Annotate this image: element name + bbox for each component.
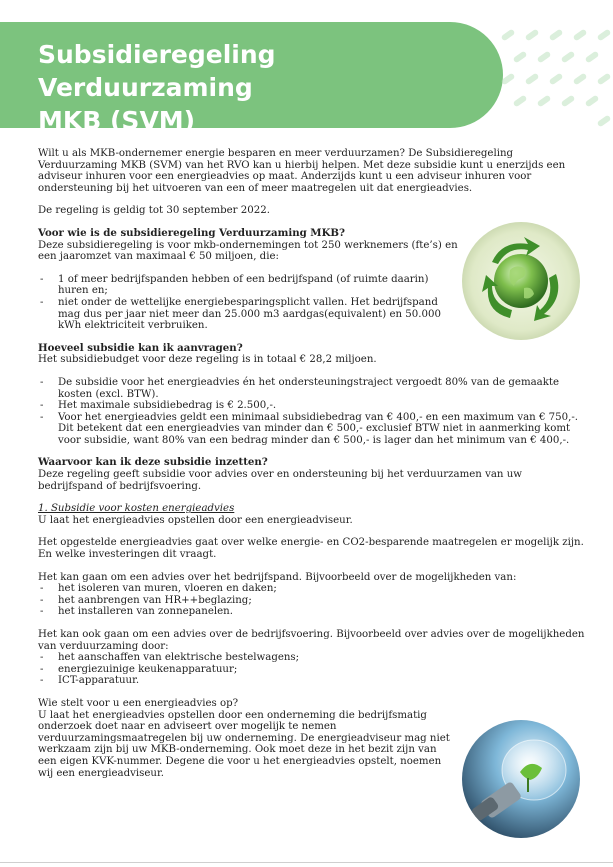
list-item: - energiezuinige keukenapparatuur; <box>38 664 588 676</box>
sub-text-energy-advice: U laat het energieadvies opstellen door een energieadviseur. <box>38 514 353 526</box>
list-amount <box>38 377 588 447</box>
list-operations <box>38 652 588 687</box>
list-building <box>38 583 588 618</box>
section-text-who: Deze subsidieregeling is voor mkb-ondernemingen tot 250 werknemers (fte’s) en een jaaromzet van maximaal € 50 miljoen, die: <box>38 239 458 263</box>
section-text-use: Deze regeling geeft subsidie voor advies over en ondersteuning bij het verduurzamen van uw bedrijfspand of bedrijfsvoering. <box>38 469 523 492</box>
paragraph: Het kan gaan om een advies over het bedrijfspand. Bijvoorbeeld over de mogelijkheden van: <box>38 571 517 583</box>
question: Wie stelt voor u een energieadvies op? <box>38 697 239 709</box>
paragraph: Het opgestelde energieadvies gaat over welke energie- en CO2-besparende maatregelen er mogelijk zijn. En welke investeringen dit vraagt. <box>38 537 584 561</box>
section-heading-amount: Hoeveel subsidie kan ik aanvragen? <box>38 341 243 354</box>
decorative-pattern <box>493 22 613 128</box>
list-item: - het isoleren van muren, vloeren en daken; <box>38 583 588 595</box>
intro-paragraph: Wilt u als MKB-ondernemer energie besparen en meer verduurzamen? De Subsidieregeling Verduurzaming MKB (SVM) van het RVO kan u hierbij helpen. Met deze subsidie kunt u enerzijds een adviseur inhuren voor een energieadvies op maat. Anderzijds kunt u een adviseur inhuren voor ondersteuning bij het uitvoeren van een of meer maatregelen uit dat energieadvies. <box>38 148 566 194</box>
bottom-divider <box>0 862 613 863</box>
section-heading-use: Waarvoor kan ik deze subsidie inzetten? <box>38 456 268 469</box>
sub-heading-energy-advice: 1. Subsidie voor kosten energieadvies <box>38 503 235 515</box>
list-item: - het aanschaffen van elektrische bestelwagens; <box>38 652 588 664</box>
validity-note: De regeling is geldig tot 30 september 2022. <box>38 205 270 217</box>
list-item: - Het maximale subsidiebedrag is € 2.500,-. <box>38 400 588 412</box>
section-heading-who: Voor wie is de subsidieregeling Verduurzaming MKB? <box>38 226 346 239</box>
list-who <box>38 274 458 332</box>
answer-paragraph: U laat het energieadvies opstellen door een onderneming die bedrijfsmatig onderzoek doet naar en adviseert over mogelijk te nemen verduurzamingsmaatregelen bij uw onderneming. De energieadviseur mag niet werkzaam zijn bij uw MKB-onderneming. Ook moet deze in het bezit zijn van een eigen KVK-nummer. Degene die voor u het energieadvies opstelt, noemen wij een energieadviseur. <box>38 709 450 779</box>
title-banner <box>0 22 503 135</box>
list-item: - ICT-apparatuur. <box>38 675 588 687</box>
list-item: - Voor het energieadvies geldt een minimaal subsidiebedrag van € 400,- en een maximum van € 750,-. Dit betekent dat een energieadvies van minder dan € 500,- exclusief BTW niet in aanmerking komt voor subsidie, want 80% van een bedrag minder dan € 500,- is lager dan het minimum van € 400,-. <box>38 412 588 447</box>
list-item: - 1 of meer bedrijfspanden hebben of een bedrijfspand (of ruimte daarin) huren en; <box>38 274 458 297</box>
page-title: Subsidieregeling Verduurzaming MKB (SVM) <box>38 40 276 135</box>
section-text-amount: Het subsidiebudget voor deze regeling is in totaal € 28,2 miljoen. <box>38 354 377 366</box>
list-item: - het aanbrengen van HR++beglazing; <box>38 595 588 607</box>
recycle-globe-image <box>462 222 580 340</box>
paragraph: Het kan ook gaan om een advies over de bedrijfsvoering. Bijvoorbeeld over advies over de mogelijkheden van verduurzaming door: <box>38 629 585 652</box>
light-bulb-image <box>462 720 580 838</box>
list-item: - niet onder de wettelijke energiebesparingsplicht vallen. Het bedrijfspand mag dus per jaar niet meer dan 25.000 m3 aardgas(equivalent) en 50.000 kWh elektriciteit verbruiken. <box>38 297 458 332</box>
list-item: - het installeren van zonnepanelen. <box>38 606 588 618</box>
list-item: - De subsidie voor het energieadvies én het ondersteuningstraject vergoedt 80% van de gemaakte kosten (excl. BTW). <box>38 377 588 400</box>
